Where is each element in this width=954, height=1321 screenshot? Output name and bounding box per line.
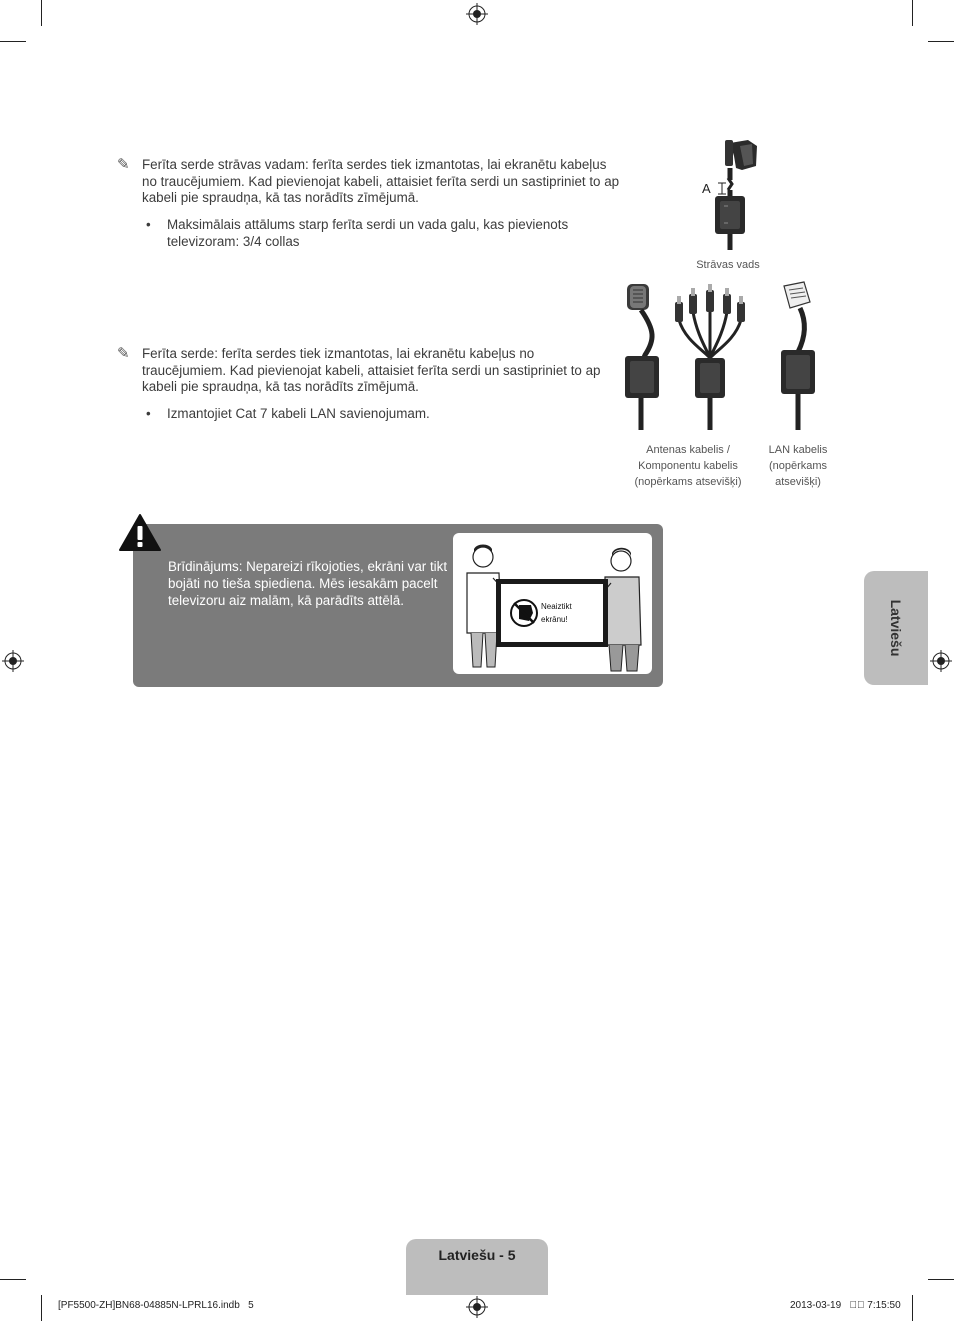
crop-mark bbox=[912, 1295, 913, 1321]
antenna-cable-illustration bbox=[615, 280, 755, 432]
lan-cable-illustration bbox=[770, 280, 830, 432]
lan-cable-bullet: Izmantojiet Cat 7 kabeli LAN savienojumam. bbox=[167, 406, 430, 421]
ferrite-distance-bullet: Maksimālais attālums starp ferīta serdi un vada galu, kas pievienots televizoram: 3/4 collas bbox=[167, 217, 569, 249]
lan-caption-line1: LAN kabelis bbox=[768, 444, 828, 456]
lan-caption-line2: (nopērkams bbox=[768, 460, 828, 472]
note-pencil-icon: ✎ bbox=[117, 345, 130, 362]
warning-text: Brīdinājums: Nepareizi rīkojoties, ekrāni var tikt bojāti no tieša spiediena. Mēs iesakām pacelt televizoru aiz malām, kā parādīts attēlā. bbox=[168, 559, 448, 608]
warning-triangle-icon bbox=[118, 513, 162, 553]
crop-mark bbox=[41, 1295, 42, 1321]
antenna-caption-line2: Komponentu kabelis bbox=[638, 460, 738, 472]
footer-file-name: [PF5500-ZH]BN68-04885N-LPRL16.indb 5 bbox=[58, 1300, 254, 1311]
language-side-tab-label: Latviešu bbox=[888, 599, 904, 657]
crop-mark bbox=[912, 0, 913, 26]
ferrite-power-note: Ferīta serde strāvas vadam: ferīta serdes tiek izmantotas, lai ekranētu kabeļus no traucējumiem. Kad pievienojat kabeli, attaisiet ferīta serdi un sastipriniet to ap kabeli pie spraudņa, kā tas norādīts zīmējumā. bbox=[142, 157, 620, 206]
tv-warning-label-line1: Neaiztikt bbox=[541, 602, 572, 611]
page-number-tab bbox=[406, 1239, 548, 1295]
antenna-caption-line3: (nopērkams atsevišķi) bbox=[634, 476, 742, 488]
antenna-caption-line1: Antenas kabelis / bbox=[646, 444, 730, 456]
crop-mark bbox=[0, 1279, 26, 1280]
bullet-icon: • bbox=[146, 217, 151, 232]
power-cord-marker: A bbox=[702, 181, 711, 196]
language-side-tab bbox=[864, 571, 928, 685]
page-number-label: Latviešu - 5 bbox=[438, 1247, 516, 1263]
footer-timestamp: 2013-03-19 ￿￿ 7:15:50 bbox=[790, 1300, 901, 1311]
registration-mark-icon bbox=[930, 650, 952, 672]
crop-mark bbox=[928, 41, 954, 42]
registration-mark-icon bbox=[2, 650, 24, 672]
tv-warning-label-line2: ekrānu! bbox=[541, 615, 568, 624]
bullet-icon: • bbox=[146, 406, 151, 421]
two-people-holding-tv-illustration bbox=[453, 533, 652, 674]
lan-caption-line3: atsevišķi) bbox=[775, 476, 821, 488]
registration-mark-icon bbox=[466, 3, 488, 25]
tv-carrying-illustration bbox=[453, 533, 652, 674]
power-cord-caption: Strāvas vads bbox=[696, 259, 760, 271]
crop-mark bbox=[41, 0, 42, 26]
crop-mark bbox=[928, 1279, 954, 1280]
crop-mark bbox=[0, 41, 26, 42]
ferrite-core-note: Ferīta serde: ferīta serdes tiek izmantotas, lai ekranētu kabeļus no traucējumiem. Kad pievienojat kabeli, attaisiet ferīta serdi un sastipriniet to ap kabeli pie spraudņa, kā tas norādīts zīmējumā. bbox=[142, 346, 601, 395]
note-pencil-icon: ✎ bbox=[117, 156, 130, 173]
registration-mark-icon bbox=[466, 1296, 488, 1318]
